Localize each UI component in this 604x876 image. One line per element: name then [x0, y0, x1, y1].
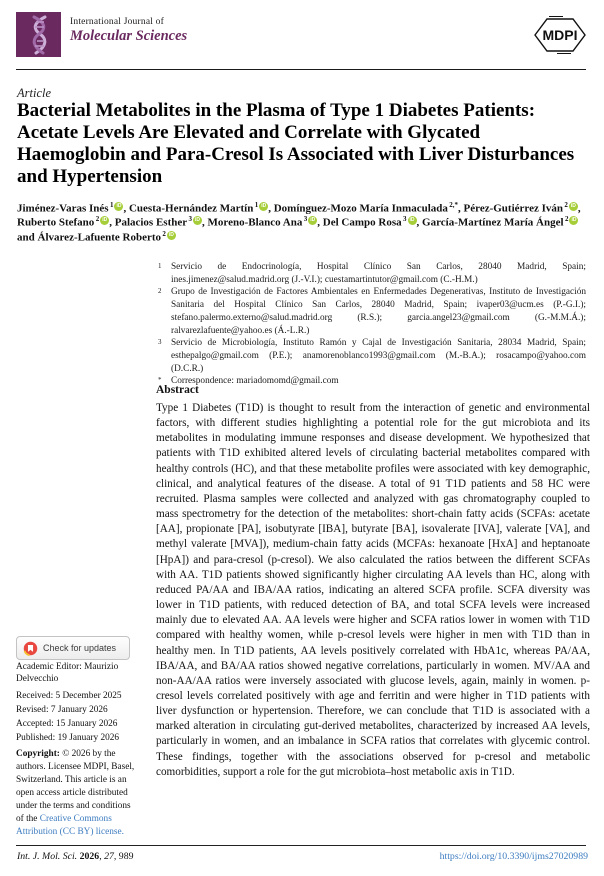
- affiliation-item: [156, 286, 586, 337]
- affiliation-item: [156, 375, 586, 388]
- author-affiliation-marker: 2: [94, 215, 100, 224]
- journal-name-line2: Molecular Sciences: [70, 28, 188, 45]
- affiliation-text: Correspondence: mariadomomd@gmail.com: [171, 376, 339, 387]
- orcid-icon[interactable]: iD: [195, 217, 201, 224]
- mdpi-logo[interactable]: [533, 14, 587, 56]
- citation-page: 989: [118, 851, 134, 862]
- author-name: Cuesta-Hernández Martín: [128, 202, 254, 215]
- cc-by-license-link[interactable]: Creative Commons Attribution (CC BY) license.: [16, 814, 124, 837]
- author-name: Palacios Esther: [114, 217, 188, 230]
- author-name: Del Campo Rosa: [322, 217, 402, 230]
- affiliation-item: [156, 261, 586, 286]
- author-affiliation-marker: 2: [563, 201, 568, 209]
- history-dates: [16, 690, 146, 746]
- article-type-label: Article: [17, 86, 52, 100]
- journal-name: [70, 17, 187, 45]
- orcid-icon[interactable]: iD: [168, 231, 174, 238]
- author-name: Domínguez-Mozo María Inmaculada: [273, 202, 448, 215]
- journal-citation: [17, 851, 134, 862]
- affiliation-item: [156, 337, 586, 375]
- orcid-icon[interactable]: iD: [261, 203, 267, 209]
- orcid-icon[interactable]: iD: [310, 217, 316, 224]
- history-date: Revised: 7 January 2026: [16, 704, 108, 715]
- dna-helix-icon: [20, 15, 58, 55]
- affiliation-marker: *: [158, 376, 162, 385]
- affiliation-text: Servicio de Microbiología, Instituto Ramón y Cajal de Investigación Sanitaria, 28034 Madrid, Spain; esthepalgo@gmail.com (P.E.); anamorenoblanco1993@gmail.com (M.-B.A.); rosacampo@yahoo.com (D.C.R.): [171, 338, 586, 374]
- author-name: García-Martínez María Ángel: [422, 217, 564, 230]
- affiliation-text: Servicio de Endocrinología, Hospital Clínico San Carlos, 28040 Madrid, Spain; ines.jimenez@salud.madrid.org (J.-V.I.); cuestamartintutor@gmail.com (C.-H.M.): [171, 262, 586, 285]
- author-name: Jiménez-Varas Inés: [17, 202, 109, 215]
- orcid-icon[interactable]: iD: [570, 203, 576, 209]
- author-name: Ruberto Stefano: [17, 217, 95, 230]
- author-affiliation-marker: 2,*: [447, 201, 459, 209]
- author-affiliation-marker: 2: [161, 229, 166, 238]
- academic-editor: Academic Editor: Maurizio Delvecchio: [16, 662, 119, 684]
- author-affiliation-marker: 3: [401, 215, 407, 224]
- orcid-icon[interactable]: iD: [102, 217, 108, 224]
- author-name: Moreno-Blanco Ana: [207, 217, 303, 230]
- author-affiliation-marker: 1: [108, 201, 114, 209]
- affiliation-text: Grupo de Investigación de Factores Ambientales en Enfermedades Degenerativas, Instituto de Investigación Sanitaria del Hospital Clínico San Carlos, 28040 Madrid, Spain; ivaper03@ucm.es (P.-G.I.); stefano.palermo.externo@salud.madrid.org (R.S.); garcia.angel23@gmail.com (G.-M.M.Á.); ralvarezlafuente@yahoo.es (Á.-L.R.): [171, 287, 586, 336]
- author-affiliation-marker: 2: [563, 215, 569, 224]
- check-for-updates-button[interactable]: [16, 636, 130, 660]
- abstract-text: Type 1 Diabetes (T1D) is thought to result from the interaction of genetic and environmental factors, with different studies highlighting a potential role for the gut microbiota and its metabolites in modulating immune responses and disease development. We hypothesized that patients with T1D exhibited altered levels of circulating bacterial metabolites compared with healthy controls (HC), and that these metabolite profiles were associated with key demographic, clinical, and analytical features of the disease. A total of 91 T1D patients and 58 HC were recruited. Plasma samples were collected and analyzed with gas chromatography coupled to mass spectrometry for the detection of the metabolites: short-chain fatty acids (SCFAs: acetate [AA], propionate [PA], isobutyrate [IBA], butyrate [BA], isovalerate [IVA], valerate [VA], and methyl valerate [MVA]), medium-chain fatty acids (MCFAs: hexanoate [HxA] and heptanoate [HpA]) and para-cresol (p-cresol). We also calculated the ratios between the different SCFAs with AA. T1D patients showed significantly higher circulating AA levels than HC, along with reduced PA/AA and IBA/AA ratios, indicating an altered SCFA profile. SCFA diversity was lower in T1D patients, with reduced detection of BA, and total SCFA levels were increased mainly due to elevated AA. AA levels were higher and SCFA ratios lower in women with T1D compared with healthy women, while p-cresol levels were higher in men with T1D than in healthy men. In T1D patients, AA levels positively correlated with HbA1c, whereas PA/AA, IBA/AA, and BA/AA ratios showed negative correlations, particularly in women. MV/AA and non-AA/AA ratios were inversely associated with glucose levels, again, mainly in women. p-cresol levels correlated positively with age and ferritin and were higher in T1D patients with liver dysfunction or hypertension. Therefore, we can conclude that T1D is associated with a marked alteration in circulating gut-derived metabolites, characterized by increased AA levels, particularly in women, and an imbalance in SCFA ratios that correlates with glycemic control. These findings, together with the associations observed for p-cresol and metabolic comorbidities, support a role for the gut microbiota–host metabolic axis in T1D.: [156, 402, 590, 778]
- citation-separator: ,: [99, 851, 105, 862]
- journal-name-line1: International Journal of: [70, 17, 164, 27]
- journal-logo[interactable]: [16, 12, 61, 57]
- author-name: Álvarez-Lafuente Roberto: [37, 231, 162, 244]
- orcid-icon[interactable]: iD: [409, 217, 415, 224]
- affiliation-list: [156, 261, 586, 388]
- copyright-notice: [16, 748, 138, 839]
- header-divider: [16, 69, 586, 70]
- copyright-label: Copyright:: [16, 749, 60, 759]
- history-date: Accepted: 15 January 2026: [16, 718, 118, 729]
- check-for-updates-label: Check for updates: [43, 643, 117, 653]
- history-date: Received: 5 December 2025: [16, 691, 122, 701]
- author-name: Pérez-Gutiérrez Iván: [463, 202, 563, 215]
- author-affiliation-marker: 1: [253, 201, 259, 209]
- affiliation-marker: 1: [158, 262, 162, 270]
- history-date: Published: 19 January 2026: [16, 732, 120, 743]
- author-affiliation-marker: 3: [302, 215, 308, 224]
- orcid-icon[interactable]: iD: [571, 217, 577, 224]
- citation-journal: Int. J. Mol. Sci.: [17, 851, 78, 862]
- footer-divider: [16, 845, 586, 846]
- crossmark-icon: [23, 641, 38, 656]
- author-affiliation-marker: 3: [187, 215, 193, 224]
- affiliation-marker: 2: [158, 287, 162, 296]
- copyright-text: © 2026 by the authors. Licensee MDPI, Basel, Switzerland. This article is an open access article distributed under the terms and conditions of the: [16, 749, 135, 824]
- affiliation-marker: 3: [158, 338, 162, 347]
- orcid-icon[interactable]: iD: [116, 203, 122, 209]
- article-title: Bacterial Metabolites in the Plasma of Type 1 Diabetes Patients: Acetate Levels Are Elevated and Correlate with Glycated Haemoglobin and Para-Cresol Is Associated with Liver Disturbances and Hypertension: [17, 100, 575, 187]
- abstract-heading: Abstract: [156, 384, 199, 396]
- doi-link[interactable]: https://doi.org/10.3390/ijms27020989: [439, 851, 588, 862]
- author-list: Jiménez-Varas Inés $^1$ iD , Cuesta-Hernández Martín $^1$ iD , Domínguez-Mozo María Inmaculada $^{2,*}$, Pérez-Gutiérrez Iván $^2$ iD , Ruberto Stefano $^2$ iD , Palacios Esther $^3$ iD , Moreno-Blanco Ana $^3$ iD , Del Campo Rosa $^3$ iD , García-Martínez María Ángel $^2$ iD and Álvarez-Lafuente Roberto $^2$ iD: [17, 201, 581, 244]
- citation-year: 2026: [79, 851, 100, 862]
- mdpi-wordmark: MDPI: [542, 27, 578, 43]
- citation-volume: 27: [104, 851, 114, 862]
- citation-separator: ,: [113, 851, 119, 862]
